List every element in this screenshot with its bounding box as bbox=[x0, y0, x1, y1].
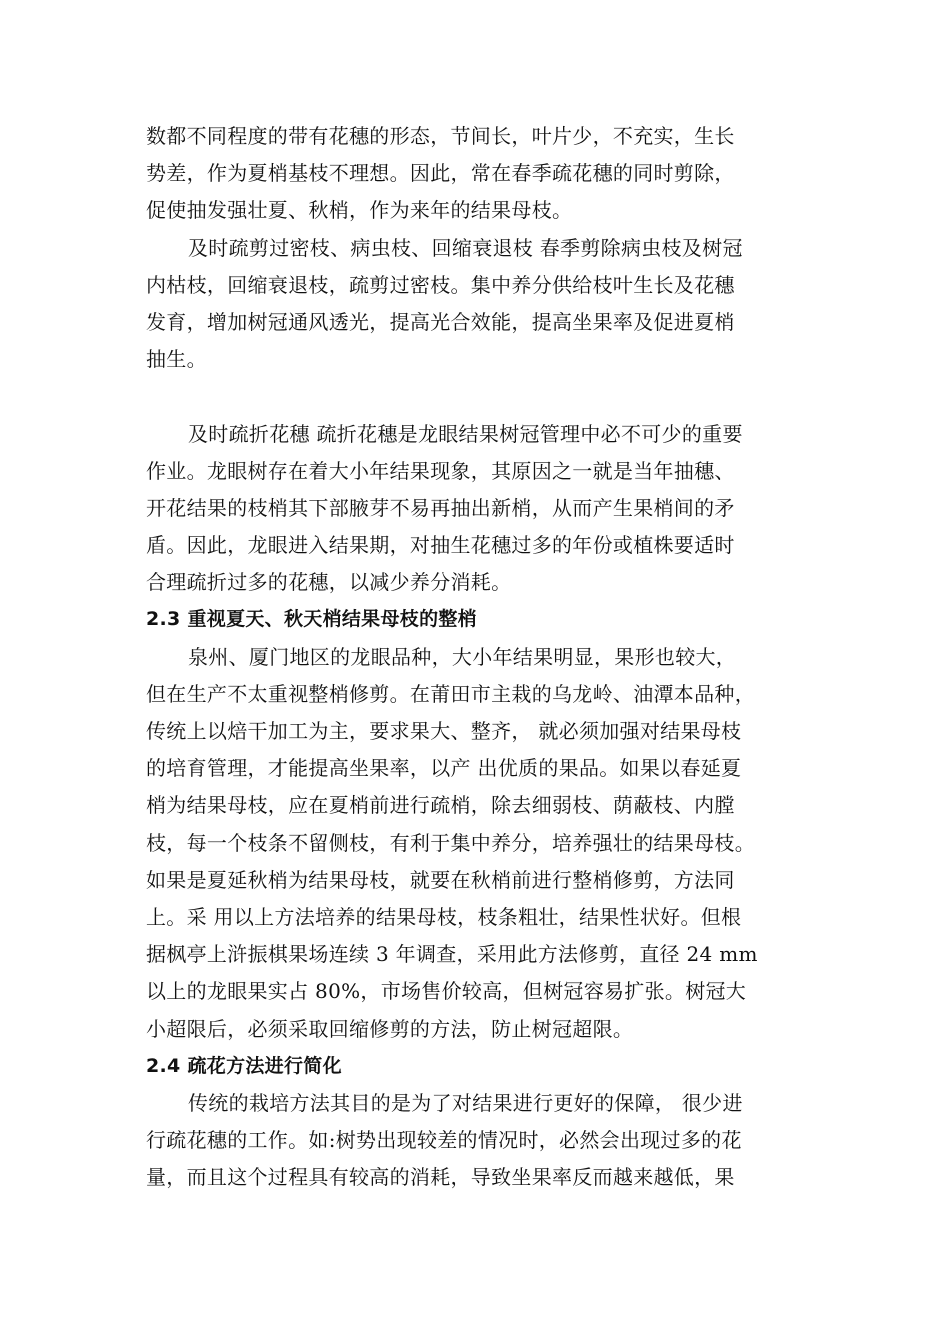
text-line: 势差，作为夏梢基枝不理想。因此，常在春季疏花穗的同时剪除， bbox=[146, 161, 735, 186]
text-line: 行疏花穗的工作。如:树势出现较差的情况时，必然会出现过多的花 bbox=[146, 1128, 742, 1153]
section-heading-2-3: 2.3 重视夏天、秋天梢结果母枝的整梢 bbox=[146, 608, 477, 631]
text-line: 但在生产不太重视整梢修剪。在莆田市主栽的乌龙岭、油潭本品种， bbox=[146, 681, 755, 706]
text-line: 上。采 用以上方法培养的结果母枝，枝条粗壮，结果性状好。但根 bbox=[146, 904, 742, 929]
text-line: 作业。龙眼树存在着大小年结果现象，其原因之一就是当年抽穗、 bbox=[146, 458, 735, 483]
text-line: 发育，增加树冠通风透光，提高光合效能，提高坐果率及促进夏梢 bbox=[146, 309, 735, 334]
text-line: 合理疏折过多的花穗，以减少养分消耗。 bbox=[146, 570, 512, 595]
text-line: 以上的龙眼果实占 80%，市场售价较高，但树冠容易扩张。树冠大 bbox=[146, 979, 747, 1004]
text-line: 枝，每一个枝条不留侧枝，有利于集中养分，培养强壮的结果母枝。 bbox=[146, 830, 755, 855]
text-line: 数都不同程度的带有花穗的形态，节间长，叶片少，不充实，生长 bbox=[146, 124, 735, 148]
text-line: 量，而且这个过程具有较高的消耗，导致坐果率反而越来越低，果 bbox=[146, 1165, 735, 1190]
paragraph-thinning-flower-spikes bbox=[146, 416, 812, 602]
text-line: 的培育管理，才能提高坐果率，以产 出优质的果品。如果以春延夏 bbox=[146, 756, 742, 781]
text-line: 如果是夏延秋梢为结果母枝，就要在秋梢前进行整梢修剪，方法同 bbox=[146, 867, 735, 892]
text-line: 内枯枝，回缩衰退枝，疏剪过密枝。集中养分供给枝叶生长及花穗 bbox=[146, 272, 735, 297]
paragraph-pruning-dense-branches bbox=[146, 230, 812, 379]
text-line: 泉州、厦门地区的龙眼品种，大小年结果明显，果形也较大， bbox=[188, 644, 737, 669]
text-line: 传统的栽培方法其目的是为了对结果进行更好的保障， 很少进 bbox=[188, 1090, 743, 1115]
text-line: 及时疏剪过密枝、病虫枝、回缩衰退枝 春季剪除病虫枝及树冠 bbox=[188, 235, 743, 260]
text-line: 小超限后，必须采取回缩修剪的方法，防止树冠超限。 bbox=[146, 1016, 634, 1041]
text-line: 盾。因此，龙眼进入结果期，对抽生花穗过多的年份或植株要适时 bbox=[146, 533, 735, 558]
blank-line bbox=[146, 378, 812, 415]
paragraph-fruiting-mother-branches bbox=[146, 639, 812, 1048]
text-line: 传统上以焙干加工为主，要求果大、整齐， 就必须加强对结果母枝 bbox=[146, 719, 742, 743]
text-line: 梢为结果母枝，应在夏梢前进行疏梢，除去细弱枝、荫蔽枝、内膛 bbox=[146, 793, 735, 818]
text-line: 及时疏折花穗 疏折花穗是龙眼结果树冠管理中必不可少的重要 bbox=[188, 421, 743, 446]
section-heading-2-4: 2.4 疏花方法进行简化 bbox=[146, 1054, 342, 1077]
document-body bbox=[146, 118, 812, 1196]
text-line: 抽生。 bbox=[146, 347, 207, 372]
paragraph-summer-shoot-basis bbox=[146, 118, 812, 230]
text-line: 据枫亭上浒振棋果场连续 3 年调查，采用此方法修剪，直径 24 mm bbox=[146, 942, 758, 967]
text-line: 促使抽发强壮夏、秋梢，作为来年的结果母枝。 bbox=[146, 198, 573, 223]
text-line: 开花结果的枝梢其下部腋芽不易再抽出新梢，从而产生果梢间的矛 bbox=[146, 495, 735, 520]
paragraph-simplified-flower-thinning bbox=[146, 1085, 812, 1197]
